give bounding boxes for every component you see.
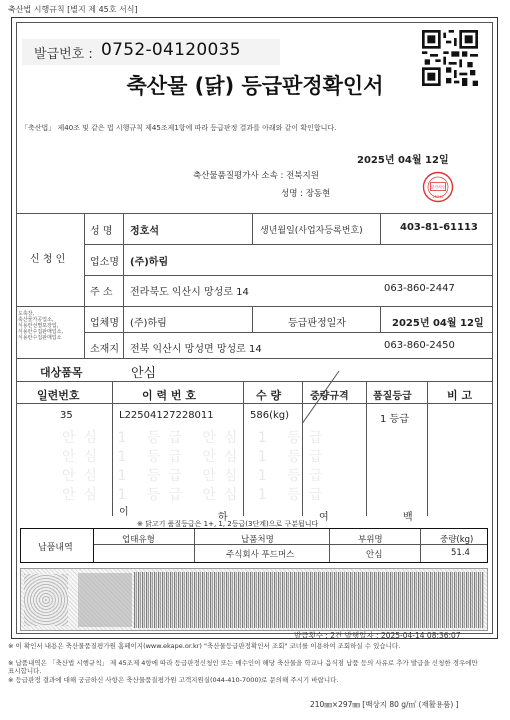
stamp-char: 백	[403, 512, 413, 523]
row-grade: 1 등급	[380, 414, 409, 425]
delivery-customer: 주식회사 푸드머스	[226, 550, 295, 560]
legal-basis-text: 「축산법」 제40조 및 같은 법 시행규칙 제45조제1항에 따라 등급판정 결과를 아래와 같이 확인합니다.	[21, 124, 337, 132]
company-name: (주)하림	[130, 257, 169, 268]
address-value: 전라북도 익산시 망성로 14	[130, 287, 249, 298]
delivery-part: 안심	[366, 550, 383, 560]
delivery-header-type: 업태유형	[122, 535, 155, 545]
footer-note-1: ※ 이 확인서 내용은 축산물품질평가원 홈페이지(www.ekape.or.kr) "축산물등급판정확인서 조회" 코너를 이용하여 조회하실 수 있습니다.	[8, 642, 401, 650]
official-seal	[422, 171, 454, 203]
hologram-mark-1	[24, 574, 68, 626]
stamp-char: 하	[218, 512, 228, 523]
row-serial: 35	[60, 410, 73, 421]
header-trace-no: 이 력 번 호	[142, 389, 196, 402]
ghost-row: 안심 1 등급 안심 1 등급	[62, 430, 331, 446]
header-serial: 일련번호	[37, 389, 80, 402]
target-value: 안심	[131, 366, 157, 381]
issue-number-label: 발급번호 :	[34, 47, 93, 62]
row-quantity: 586(kg)	[250, 410, 290, 421]
footer-note-2: ※ 납품내역은 「축산법 시행규칙」 제 45조제 4항에 따라 등급판정신청인 또는 매수인이 해당 축산물을 학교나 음식점 납품 등의 사유로 추가 발급을 신청한 경우에만 표시합니다.	[8, 659, 478, 675]
qr-code	[422, 30, 478, 86]
applicant-name-label: 성 명	[90, 226, 113, 237]
issue-info: 발급횟수 : 2건 발행일자 : 2025-04-14 08:36:07	[294, 631, 461, 640]
footer-note-3: ※ 등급판정 결과에 대해 궁금하신 사항은 축산물품질평가원 고객지원실(044-410-7000)로 문의해 주시기 바랍니다.	[8, 676, 339, 684]
judge-date-label: 등급판정일자	[288, 318, 346, 329]
ghost-row: 안심 1 등급 안심 1 등급	[62, 468, 331, 484]
inspector-affiliation: 축산물품질평가사 소속 : 전북지원	[193, 171, 319, 181]
paper-size: 210㎜×297㎜ [백상지 80 g/㎡ (재활용품) ]	[310, 700, 459, 709]
noise-pattern	[134, 572, 484, 628]
header-weight-spec: 중량규격	[310, 391, 349, 402]
delivery-header-customer: 납품처명	[241, 535, 274, 545]
row-trace-no: L22504127228011	[119, 410, 214, 421]
stamp-char: 이	[119, 507, 129, 518]
inspector-name: 성명 : 장동현	[281, 189, 331, 199]
header-grade: 품질등급	[373, 391, 412, 402]
company-label: 업소명	[90, 257, 119, 268]
delivery-header-part: 부위명	[358, 535, 383, 545]
header-remarks: 비 고	[447, 389, 473, 402]
facility-name-label: 업체명	[90, 318, 119, 329]
hologram-mark-2	[78, 573, 132, 627]
seal-number: 25311	[432, 195, 444, 199]
ghost-row: 안심 1 등급 안심 1 등급	[62, 449, 331, 465]
issue-number: 0752-04120035	[101, 40, 241, 60]
applicant-phone: 063-860-2447	[384, 283, 455, 294]
applicant-section-label: 신 청 인	[30, 254, 66, 265]
grade-note: ※ 닭고기 품질등급은 1+, 1, 2등급(3단계)으로 구분됩니다	[137, 520, 319, 528]
judge-date: 2025년 04월 12일	[392, 318, 484, 329]
form-header: 축산법 시행규칙 [별지 제 45호 서식]	[8, 5, 138, 14]
delivery-label: 납품내역	[38, 543, 73, 553]
location-label: 소재지	[90, 344, 119, 355]
ghost-row: 안심 1 등급 안심 1 등급	[62, 487, 331, 503]
seal-text: 평가사인	[429, 184, 447, 190]
facility-name: (주)하림	[130, 318, 167, 329]
delivery-header-weight: 중량(kg)	[440, 535, 474, 545]
target-label: 대상품목	[40, 366, 83, 379]
applicant-name: 정호석	[130, 226, 159, 237]
business-number: 403-81-61113	[400, 222, 478, 233]
delivery-weight: 51.4	[451, 548, 470, 558]
location-value: 전북 익산시 망성면 망성로 14	[130, 344, 262, 355]
stamp-char: 여	[319, 512, 329, 523]
issue-date: 2025년 04월 12일	[357, 155, 449, 166]
facility-section-label: 도축장, 축산물가공업소, 식용란선별포장업, 식용란수집판매업소, 식용란수집판매업소	[18, 311, 64, 341]
address-label: 주 소	[90, 287, 113, 298]
document-title: 축산물 (닭) 등급판정확인서	[126, 74, 384, 98]
facility-phone: 063-860-2450	[384, 340, 455, 351]
header-quantity: 수 량	[256, 389, 282, 402]
birth-label: 생년월일(사업자등록번호)	[260, 226, 363, 236]
